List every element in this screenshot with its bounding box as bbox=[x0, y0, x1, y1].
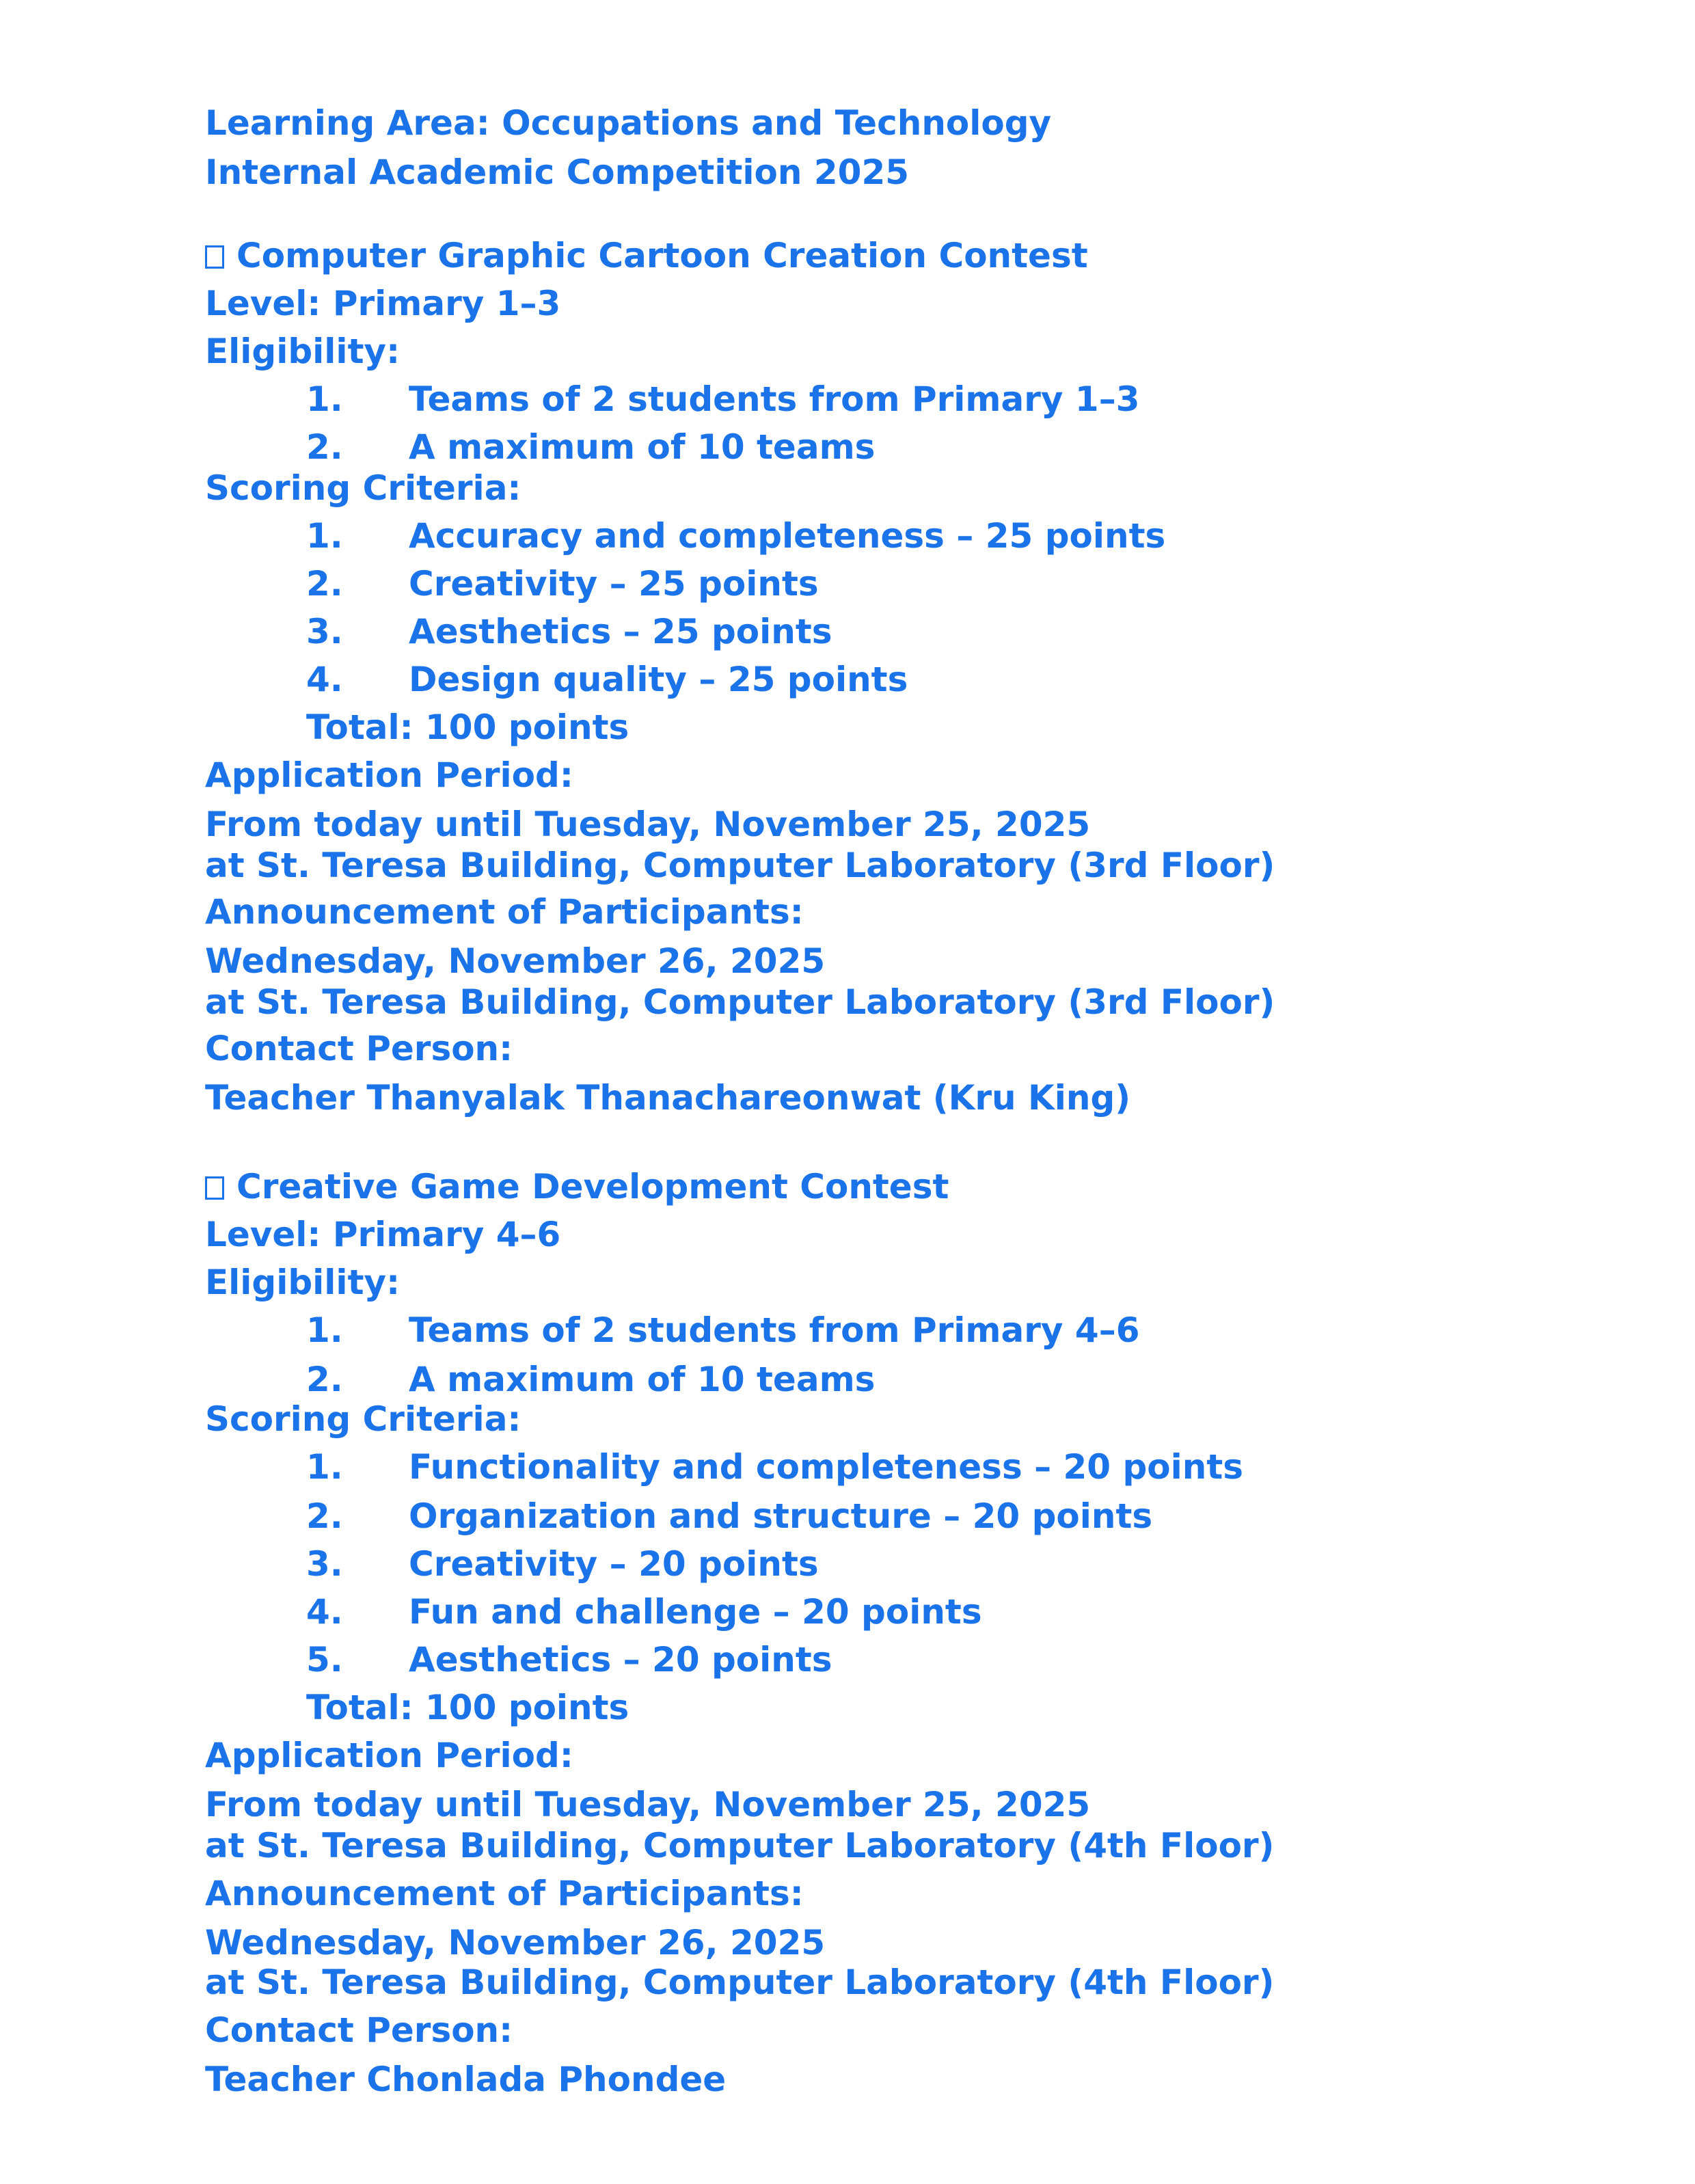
contest1-contact-label: Contact Person: bbox=[205, 1029, 513, 1068]
contest2-contact-label: Contact Person: bbox=[205, 2010, 513, 2050]
contest1-scoring-num: 4. bbox=[306, 660, 343, 699]
contest2-announcement-location: at St. Teresa Building, Computer Laboratory (4th Floor) bbox=[205, 1963, 1275, 2002]
contest1-announcement-date: Wednesday, November 26, 2025 bbox=[205, 941, 826, 981]
contest2-application-location: at St. Teresa Building, Computer Laboratory (4th Floor) bbox=[205, 1826, 1275, 1865]
contest1-scoring-item: Creativity – 25 points bbox=[409, 564, 819, 604]
contest1-eligibility-label: Eligibility: bbox=[205, 332, 401, 371]
contest1-scoring-item: Aesthetics – 25 points bbox=[409, 612, 832, 651]
contest2-announcement-date: Wednesday, November 26, 2025 bbox=[205, 1923, 826, 1963]
contest2-scoring-item: Aesthetics – 20 points bbox=[409, 1640, 832, 1680]
contest2-eligibility-num: 1. bbox=[306, 1310, 343, 1350]
contest1-scoring-item: Design quality – 25 points bbox=[409, 660, 908, 699]
contest2-eligibility-item: Teams of 2 students from Primary 4–6 bbox=[409, 1310, 1140, 1350]
contest1-scoring-num: 1. bbox=[306, 516, 343, 556]
contest2-scoring-num: 5. bbox=[306, 1640, 343, 1680]
contest1-eligibility-num: 1. bbox=[306, 379, 343, 419]
competition-heading: Internal Academic Competition 2025 bbox=[205, 152, 910, 192]
contest2-scoring-num: 2. bbox=[306, 1496, 343, 1536]
contest1-title: Computer Graphic Cartoon Creation Contest bbox=[236, 236, 1088, 275]
contest1-contact-name: Teacher Thanyalak Thanachareonwat (Kru King) bbox=[205, 1078, 1131, 1118]
contest1-application-label: Application Period: bbox=[205, 755, 573, 795]
contest1-eligibility-item: Teams of 2 students from Primary 1–3 bbox=[409, 379, 1140, 419]
contest1-scoring-item: Accuracy and completeness – 25 points bbox=[409, 516, 1166, 556]
contest2-eligibility-num: 2. bbox=[306, 1360, 343, 1399]
contest2-level: Level: Primary 4–6 bbox=[205, 1215, 561, 1254]
contest1-total: Total: 100 points bbox=[306, 707, 629, 747]
contest2-eligibility-item: A maximum of 10 teams bbox=[409, 1360, 876, 1399]
contest1-title-line bbox=[205, 235, 1088, 276]
contest2-scoring-item: Fun and challenge – 20 points bbox=[409, 1592, 982, 1632]
contest1-level: Level: Primary 1–3 bbox=[205, 284, 561, 323]
checkbox-icon bbox=[205, 245, 224, 269]
contest1-application-location: at St. Teresa Building, Computer Laboratory (3rd Floor) bbox=[205, 846, 1275, 885]
checkbox-icon bbox=[205, 1176, 224, 1200]
contest2-scoring-label: Scoring Criteria: bbox=[205, 1399, 521, 1439]
contest2-scoring-item: Creativity – 20 points bbox=[409, 1544, 819, 1584]
contest1-application-date: From today until Tuesday, November 25, 2025 bbox=[205, 805, 1091, 844]
contest1-eligibility-num: 2. bbox=[306, 427, 343, 467]
contest2-application-date: From today until Tuesday, November 25, 2025 bbox=[205, 1785, 1091, 1824]
contest2-announcement-label: Announcement of Participants: bbox=[205, 1874, 804, 1913]
contest1-scoring-label: Scoring Criteria: bbox=[205, 468, 521, 508]
contest2-scoring-num: 4. bbox=[306, 1592, 343, 1632]
contest1-scoring-num: 3. bbox=[306, 612, 343, 651]
contest2-scoring-item: Organization and structure – 20 points bbox=[409, 1496, 1153, 1536]
contest2-title-line bbox=[205, 1166, 949, 1207]
contest1-eligibility-item: A maximum of 10 teams bbox=[409, 427, 876, 467]
contest2-application-label: Application Period: bbox=[205, 1736, 573, 1775]
contest1-announcement-location: at St. Teresa Building, Computer Laboratory (3rd Floor) bbox=[205, 982, 1275, 1022]
contest1-scoring-num: 2. bbox=[306, 564, 343, 604]
contest2-total: Total: 100 points bbox=[306, 1688, 629, 1727]
contest1-announcement-label: Announcement of Participants: bbox=[205, 892, 804, 932]
contest2-scoring-item: Functionality and completeness – 20 points bbox=[409, 1447, 1244, 1487]
contest2-scoring-num: 1. bbox=[306, 1447, 343, 1487]
contest2-title: Creative Game Development Contest bbox=[236, 1167, 949, 1206]
contest2-scoring-num: 3. bbox=[306, 1544, 343, 1584]
learning-area-heading: Learning Area: Occupations and Technology bbox=[205, 103, 1052, 143]
contest2-contact-name: Teacher Chonlada Phondee bbox=[205, 2060, 727, 2099]
contest2-eligibility-label: Eligibility: bbox=[205, 1263, 401, 1302]
